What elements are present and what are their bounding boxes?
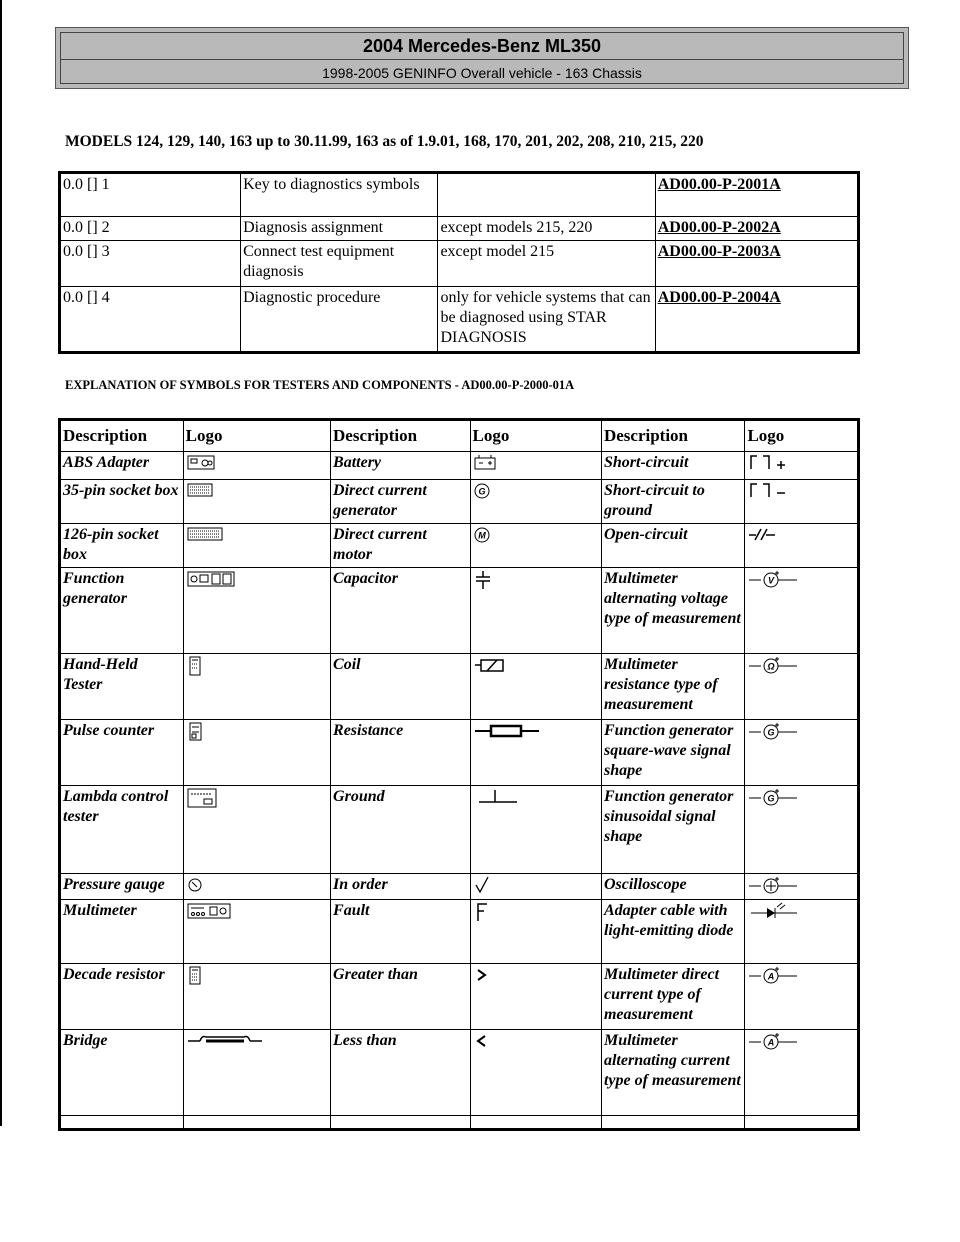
symbol-description: Short-circuit to ground	[601, 480, 745, 524]
multimeter-dc-current-icon	[745, 964, 859, 1030]
symbol-description: ABS Adapter	[60, 452, 184, 480]
multimeter-icon	[183, 900, 330, 964]
symbol-description: Multimeter	[60, 900, 184, 964]
symbol-description: Hand-Held Tester	[60, 654, 184, 720]
row-description: Diagnostic procedure	[241, 287, 438, 353]
symbol-description: Function generator square-wave signal shape	[601, 720, 745, 786]
coil-icon	[470, 654, 601, 720]
function-generator-icon	[183, 568, 330, 654]
socket-box-126-icon	[183, 524, 330, 568]
meter-letter: A	[768, 971, 775, 982]
row-number: 0.0 [] 2	[60, 217, 241, 241]
lambda-tester-icon	[183, 786, 330, 874]
document-link[interactable]: AD00.00-P-2001A	[655, 173, 858, 217]
symbol-description: Multimeter alternating current type of measurement	[601, 1030, 745, 1116]
column-header: Description	[601, 420, 745, 452]
table-row	[60, 900, 859, 964]
battery-icon	[470, 452, 601, 480]
symbol-description: Fault	[331, 900, 471, 964]
multimeter-ac-voltage-icon	[745, 568, 859, 654]
symbol-description: 126-pin socket box	[60, 524, 184, 568]
row-note	[438, 173, 655, 217]
check-icon	[470, 874, 601, 900]
explanation-heading: EXPLANATION OF SYMBOLS FOR TESTERS AND COMPONENTS - AD00.00-P-2000-01A	[65, 378, 575, 392]
symbol-description: Multimeter alternating voltage type of measurement	[601, 568, 745, 654]
table-row	[60, 1116, 859, 1130]
row-description: Connect test equipment diagnosis	[241, 241, 438, 287]
meter-letter: A	[768, 1037, 775, 1048]
table-row	[60, 241, 859, 287]
page-left-border	[0, 0, 2, 1126]
symbol-description: Oscilloscope	[601, 874, 745, 900]
table-row	[60, 1030, 859, 1116]
decade-resistor-icon	[183, 964, 330, 1030]
symbol-description: Function generator sinusoidal signal shape	[601, 786, 745, 874]
generator-letter: G	[478, 486, 486, 497]
meter-letter: G	[767, 793, 775, 804]
socket-box-35-icon	[183, 480, 330, 524]
pulse-counter-icon	[183, 720, 330, 786]
short-circuit-ground-icon	[745, 480, 859, 524]
symbol-description: Battery	[331, 452, 471, 480]
led-adapter-icon	[745, 900, 859, 964]
meter-letter: G	[767, 727, 775, 738]
document-link[interactable]: AD00.00-P-2002A	[655, 217, 858, 241]
pressure-gauge-icon	[183, 874, 330, 900]
symbol-description: Bridge	[60, 1030, 184, 1116]
symbol-description: 35-pin socket box	[60, 480, 184, 524]
less-than-icon	[470, 1030, 601, 1116]
column-header: Description	[60, 420, 184, 452]
symbol-description: Open-circuit	[601, 524, 745, 568]
oscilloscope-icon	[745, 874, 859, 900]
symbols-table	[58, 418, 860, 1131]
symbol-description: Short-circuit	[601, 452, 745, 480]
table-row	[60, 480, 859, 524]
hand-held-tester-icon	[183, 654, 330, 720]
symbol-description: Decade resistor	[60, 964, 184, 1030]
symbol-description: Coil	[331, 654, 471, 720]
table-row	[60, 654, 859, 720]
symbol-description: Lambda control tester	[60, 786, 184, 874]
row-number: 0.0 [] 3	[60, 241, 241, 287]
symbol-description: Less than	[331, 1030, 471, 1116]
document-link[interactable]: AD00.00-P-2003A	[655, 241, 858, 287]
row-number: 0.0 [] 1	[60, 173, 241, 217]
table-row	[60, 786, 859, 874]
meter-letter: V	[768, 575, 775, 586]
row-description: Diagnosis assignment	[241, 217, 438, 241]
table-row	[60, 874, 859, 900]
diagnostics-table	[58, 171, 860, 354]
greater-than-icon	[470, 964, 601, 1030]
symbol-description: Multimeter direct current type of measurement	[601, 964, 745, 1030]
symbol-description: Ground	[331, 786, 471, 874]
multimeter-ac-current-icon	[745, 1030, 859, 1116]
motor-letter: M	[477, 530, 486, 541]
document-link[interactable]: AD00.00-P-2004A	[655, 287, 858, 353]
bridge-icon	[183, 1030, 330, 1116]
symbol-description: Adapter cable with light-emitting diode	[601, 900, 745, 964]
symbol-description: Capacitor	[331, 568, 471, 654]
column-header: Logo	[745, 420, 859, 452]
symbol-description: Function generator	[60, 568, 184, 654]
symbol-description: Greater than	[331, 964, 471, 1030]
row-number: 0.0 [] 4	[60, 287, 241, 353]
symbol-description: Resistance	[331, 720, 471, 786]
header-subtitle: 1998-2005 GENINFO Overall vehicle - 163 Chassis	[322, 65, 642, 81]
open-circuit-icon	[745, 524, 859, 568]
multimeter-resistance-icon	[745, 654, 859, 720]
meter-letter: Ω	[767, 661, 775, 672]
sine-wave-icon	[745, 786, 859, 874]
row-description: Key to diagnostics symbols	[241, 173, 438, 217]
symbol-description: Pulse counter	[60, 720, 184, 786]
header-title: 2004 Mercedes-Benz ML350	[61, 33, 903, 60]
table-header-row	[60, 420, 859, 452]
capacitor-icon	[470, 568, 601, 654]
row-note: except model 215	[438, 241, 655, 287]
table-row	[60, 217, 859, 241]
column-header: Description	[331, 420, 471, 452]
table-row	[60, 173, 859, 217]
symbol-description: Direct current generator	[331, 480, 471, 524]
dc-generator-icon	[470, 480, 601, 524]
resistance-icon	[470, 720, 601, 786]
table-row	[60, 524, 859, 568]
document-header	[55, 27, 909, 89]
column-header: Logo	[470, 420, 601, 452]
row-note: only for vehicle systems that can be diagnosed using STAR DIAGNOSIS	[438, 287, 655, 353]
symbol-description: Direct current motor	[331, 524, 471, 568]
dc-motor-icon	[470, 524, 601, 568]
abs-adapter-icon	[183, 452, 330, 480]
fault-icon	[470, 900, 601, 964]
column-header: Logo	[183, 420, 330, 452]
table-row	[60, 568, 859, 654]
table-row	[60, 452, 859, 480]
symbol-description: Pressure gauge	[60, 874, 184, 900]
square-wave-icon	[745, 720, 859, 786]
table-row	[60, 720, 859, 786]
short-circuit-positive-icon	[745, 452, 859, 480]
symbol-description: Multimeter resistance type of measurement	[601, 654, 745, 720]
row-note: except models 215, 220	[438, 217, 655, 241]
table-row	[60, 964, 859, 1030]
ground-icon	[470, 786, 601, 874]
table-row	[60, 287, 859, 353]
symbol-description: In order	[331, 874, 471, 900]
models-heading: MODELS 124, 129, 140, 163 up to 30.11.99, 163 as of 1.9.01, 168, 170, 201, 202, 208, 210, 215, 220	[65, 133, 704, 150]
